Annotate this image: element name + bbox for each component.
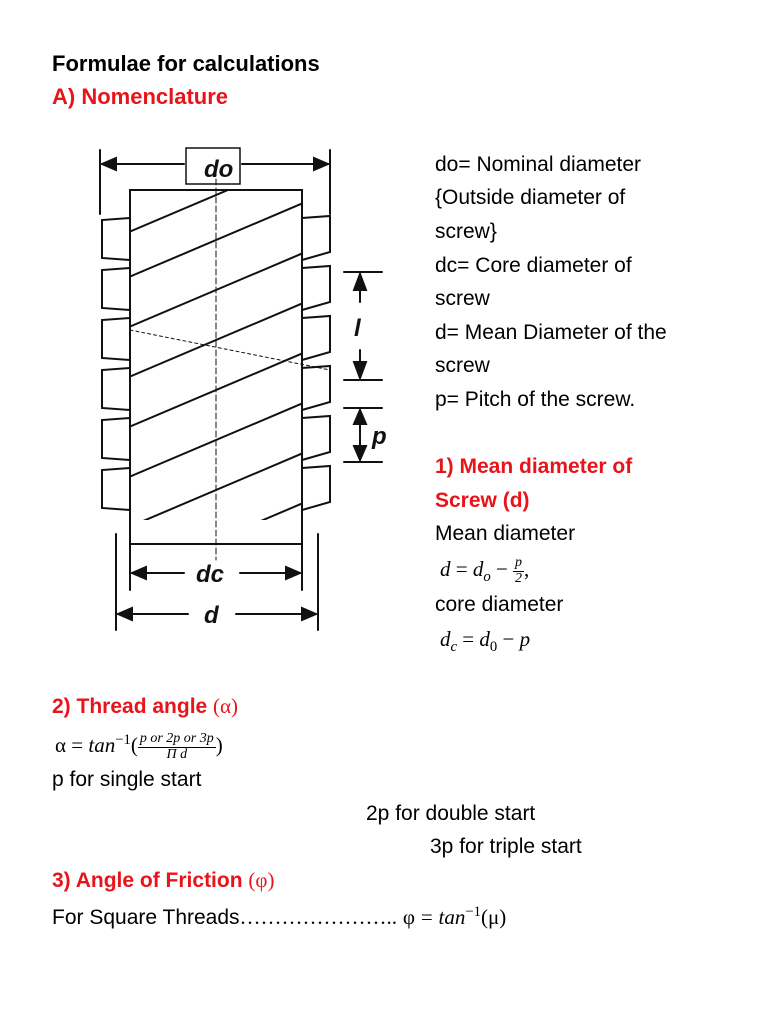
friction-angle-line: For Square Threads………………….. $\varphi = \tan^{-1}(\mu)$	[52, 904, 507, 929]
page-heading: Formulae for calculations	[52, 51, 320, 76]
definition-line: do= Nominal diameter	[435, 153, 642, 176]
thread-angle-formula: $\alpha = \tan^{-1}$( $\frac{\text{p or 2p or 3p}}{\text{Π d}}$ )	[55, 731, 223, 762]
single-start-text: p for single start	[52, 768, 202, 791]
double-start-text: 2p for double start	[366, 802, 536, 825]
section-1-title-line1: 1) Mean diameter of	[435, 455, 633, 478]
thread-left-profile	[102, 218, 130, 510]
definition-line: p= Pitch of the screw.	[435, 388, 636, 411]
definition-line: screw	[435, 354, 490, 377]
definition-line: dc= Core diameter of	[435, 254, 632, 277]
section-2-title: 2) Thread angle (α)	[52, 694, 239, 718]
screw-diagram	[92, 140, 392, 640]
section-a-title: A) Nomenclature	[52, 84, 229, 109]
label-dc: dc	[196, 561, 225, 588]
section-1-title-line2: Screw (d)	[435, 489, 530, 512]
definition-line: d= Mean Diameter of the	[435, 321, 667, 344]
mean-diameter-label: Mean diameter	[435, 522, 576, 545]
label-l: l	[354, 315, 361, 342]
definition-line: {Outside diameter of	[435, 186, 626, 209]
definition-line: screw	[435, 287, 490, 310]
core-diameter-formula: $d_c = d_0 - p$	[440, 627, 531, 656]
definition-line: screw}	[435, 220, 497, 243]
thread-right-profile	[302, 216, 330, 510]
core-diameter-label: core diameter	[435, 593, 564, 616]
label-do: do	[204, 156, 234, 183]
section-3-title: 3) Angle of Friction (φ)	[52, 868, 275, 892]
thread-helix	[122, 150, 322, 580]
triple-start-text: 3p for triple start	[430, 835, 582, 858]
label-d: d	[204, 602, 219, 629]
label-p: p	[372, 423, 387, 450]
mean-diameter-formula: $d = d_o$ − $\frac{p}{2}$ ,	[440, 555, 530, 586]
